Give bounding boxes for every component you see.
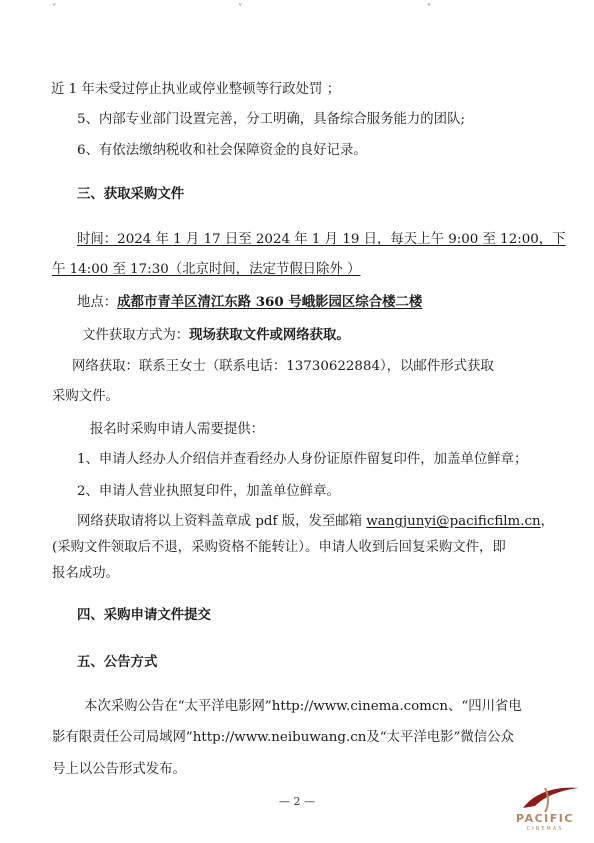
logo-subtitle: CINEMAS bbox=[526, 826, 564, 832]
time-line-1: 时间：2024 年 1 月 17 日至 2024 年 1 月 19 日，每天上午 9:00 至 12:00，下 bbox=[77, 232, 566, 247]
mail-line-2: (采购文件领取后不退，采购资格不能转让）。申请人收到后回复采购文件，即 bbox=[52, 540, 506, 555]
scan-mark: ˅ bbox=[238, 4, 243, 14]
place-line bbox=[77, 292, 422, 313]
network-line-2: 采购文件。 bbox=[52, 389, 119, 404]
place-label: 地点： bbox=[77, 295, 118, 310]
announcement-line-1: 本次采购公告在“太平洋电影网”http://www.cinema.comcn、“四川省电 bbox=[84, 699, 522, 714]
time-line-2: 午 14:00 至 17:30（北京时间，法定节假日除外 ） bbox=[52, 262, 361, 277]
registration-item-2: 2、申请人营业执照复印件，加盖单位鲜章。 bbox=[77, 484, 340, 499]
page-number: — 2 — bbox=[279, 795, 315, 808]
announcement-line-2: 影有限责任公司局域网”http://www.neibuwang.cn及“太平洋电影”微信公众 bbox=[52, 730, 514, 745]
requirement-6: 6、有依法缴纳税收和社会保障资金的良好记录。 bbox=[77, 143, 367, 158]
registration-intro: 报名时采购申请人需要提供： bbox=[90, 422, 265, 437]
scan-mark: ˅ bbox=[52, 4, 57, 14]
mail-line-1 bbox=[77, 512, 554, 532]
scan-mark: ˅ bbox=[427, 4, 432, 14]
email-link[interactable]: wangjunyi@pacificfilm.cn bbox=[366, 514, 541, 529]
method-label: 文件获取方式为： bbox=[82, 328, 190, 343]
mail-text: 网络获取请将以上资料盖章成 pdf 版，发至邮箱 bbox=[77, 514, 367, 529]
requirement-line: 近 1 年未受过停止执业或停业整顿等行政处罚 ； bbox=[51, 82, 341, 97]
section-heading-3: 三、获取采购文件 bbox=[77, 187, 185, 202]
section-heading-4: 四、采购申请文件提交 bbox=[77, 608, 211, 623]
method-value: 现场获取文件或网络获取。 bbox=[189, 327, 350, 343]
mail-line-3: 报名成功。 bbox=[52, 566, 119, 581]
section-heading-5: 五、公告方式 bbox=[77, 655, 158, 670]
requirement-5: 5、内部专业部门设置完善，分工明确，具备综合服务能力的团队; bbox=[77, 112, 465, 127]
method-line bbox=[82, 325, 350, 346]
announcement-line-3: 号上以公告形式发布。 bbox=[52, 762, 186, 777]
logo-stroke bbox=[545, 788, 548, 812]
registration-item-1: 1、申请人经办人介绍信并查看经办人身份证原件留复印件，加盖单位鲜章； bbox=[77, 452, 528, 467]
place-value: 成都市青羊区清江东路 360 号峨影园区综合楼二楼 bbox=[117, 294, 423, 310]
network-line-1: 网络获取：联系王女士（联系电话：13730622884），以邮件形式获取 bbox=[72, 359, 494, 374]
mail-comma: ， bbox=[540, 514, 555, 529]
logo-wordmark: PACIFIC bbox=[516, 812, 574, 825]
logo-swoosh bbox=[523, 788, 579, 808]
